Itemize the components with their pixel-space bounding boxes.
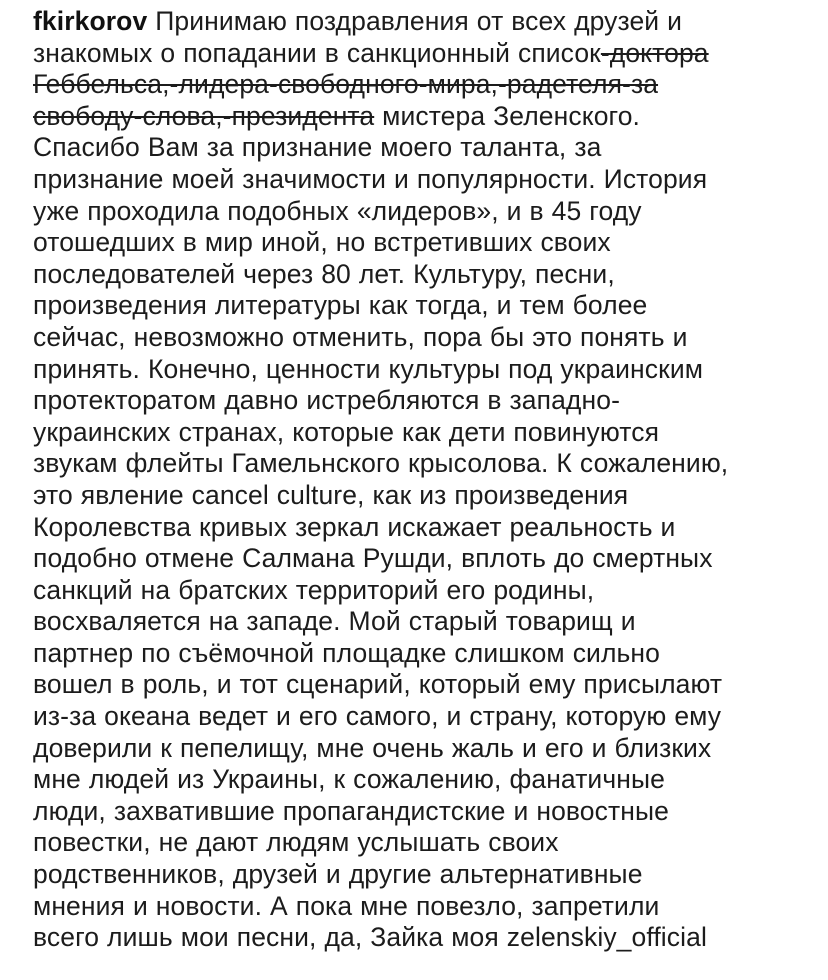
- caption-line: повестки, не дают людям услышать своих: [33, 827, 559, 858]
- caption-line: вошел в роль, и тот сценарий, который ему присылают: [33, 669, 723, 700]
- caption-line: партнер по съёмочной площадке слишком сильно: [33, 637, 660, 668]
- caption-line: украинских странах, которые как дети повинуются: [33, 416, 660, 447]
- caption-line: люди, захватившие пропагандистские и новостные: [33, 795, 669, 826]
- caption-line: уже проходила подобных «лидеров», и в 45 году: [33, 195, 642, 226]
- caption-line: мне людей из Украины, к сожалению, фанатичные: [33, 764, 665, 795]
- caption-text: Принимаю поздравления от всех друзей и: [147, 6, 683, 36]
- caption-line: звукам флейты Гамельнского крысолова. К сожалению,: [33, 448, 729, 479]
- caption-line: последователей через 80 лет. Культуру, песни,: [33, 258, 615, 289]
- caption-line: [33, 6, 806, 38]
- caption-line: протекторатом давно истребляются в западно-: [33, 385, 620, 416]
- username-link[interactable]: fkirkorov: [33, 6, 148, 36]
- caption-line: [33, 101, 806, 133]
- struck-text: Геббельса,-лидера-свободного-мира,-радетеля-за: [33, 69, 659, 100]
- caption-line: Спасибо Вам за признание моего таланта, за: [33, 132, 602, 163]
- struck-text: -доктора: [600, 37, 709, 68]
- caption-line: принять. Конечно, ценности культуры под украинским: [33, 353, 704, 384]
- caption-line: доверили к пепелищу, мне очень жаль и его и близких: [33, 732, 712, 763]
- caption-line: признание моей значимости и популярности. История: [33, 163, 708, 194]
- caption-line: [33, 69, 806, 101]
- caption-line: санкций на братских территорий его родины,: [33, 574, 595, 605]
- caption-line: мнения и новости. А пока мне повезло, запретили: [33, 890, 660, 921]
- caption-line: отошедших в мир иной, но встретивших своих: [33, 227, 611, 258]
- caption-line: из-за океана ведет и его самого, и страну, которую ему: [33, 701, 722, 732]
- caption-text: мистера Зеленского.: [374, 100, 641, 131]
- caption-line: Королевства кривых зеркал искажает реальность и: [33, 511, 676, 542]
- caption-line: восхваляется на западе. Мой старый товарищ и: [33, 606, 636, 637]
- caption-text: знакомых о попадании в санкционный список: [33, 37, 601, 68]
- caption-line: подобно отмене Салмана Рушди, вплоть до смертных: [33, 543, 713, 574]
- caption-line: это явление cancel culture, как из произведения: [33, 479, 629, 510]
- struck-text: свободу-слова,-президента: [33, 100, 375, 131]
- caption-line: [33, 38, 806, 70]
- caption-line: родственников, друзей и другие альтернативные: [33, 859, 643, 890]
- caption-line: сейчас, невозможно отменить, пора бы это понять и: [33, 321, 688, 352]
- caption-line: произведения литературы как тогда, и тем более: [33, 290, 648, 321]
- caption-line: всего лишь мои песни, да, Зайка моя zelenskiy_official: [33, 922, 707, 953]
